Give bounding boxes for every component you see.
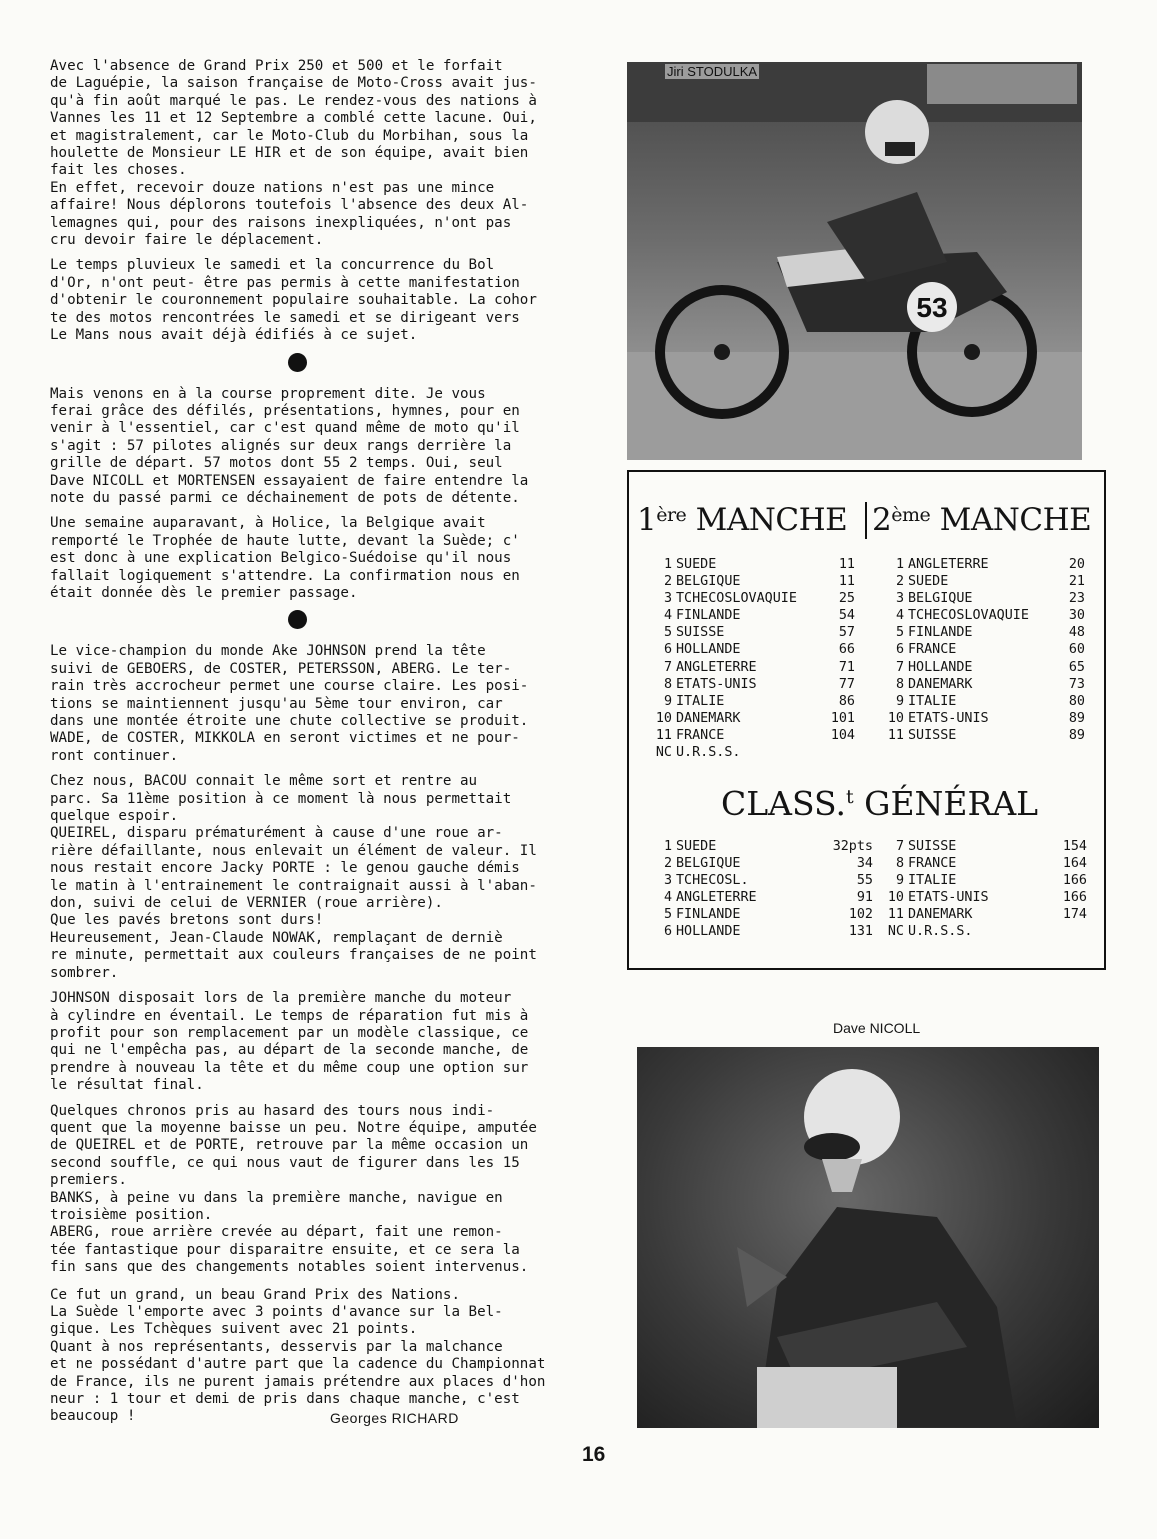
result-rank: 8 bbox=[895, 856, 904, 872]
result-country: HOLLANDE bbox=[908, 659, 973, 675]
result-country: TCHECOSLOVAQUIE bbox=[676, 591, 797, 607]
result-points: 89 bbox=[1068, 727, 1085, 743]
result-country: ETATS-UNIS bbox=[908, 710, 989, 726]
result-points: 131 bbox=[848, 924, 873, 940]
result-rank: 6 bbox=[895, 642, 904, 658]
manche2-results-list bbox=[877, 556, 1085, 744]
result-row bbox=[877, 693, 1085, 710]
result-country: HOLLANDE bbox=[676, 924, 741, 940]
result-country: DANEMARK bbox=[676, 710, 741, 726]
article-paragraph: Quelques chronos pris au hasard des tours nous indi- quent que la moyenne baisse un peu. Notre équipe, amputée de QUEIREL et de PORTE, retrouve par la même occasion un second souffle, ce qui nous vaut de figurer dans les 15 premiers. bbox=[50, 1102, 537, 1189]
result-row bbox=[877, 641, 1085, 658]
result-points: 32pts bbox=[832, 839, 873, 854]
result-rank: 4 bbox=[895, 608, 904, 624]
result-rank: 9 bbox=[895, 873, 904, 889]
result-country: DANEMARK bbox=[908, 676, 973, 692]
result-points: 91 bbox=[856, 890, 873, 906]
result-country: HOLLANDE bbox=[676, 642, 741, 658]
article-paragraph: Ce fut un grand, un beau Grand Prix des Nations. La Suède l'emporte avec 3 points d'avance sur la Bel- gique. Les Tchèques suivent avec 21 points. Quant à nos représentants, desservis par la malchance et ne possédant d'autre part que la cadence du Championnat de France, ils ne purent jamais prétendre aux places d'hon neur : 1 tour et demi de pris dans chaque manche, c'est beaucoup ! bbox=[50, 1286, 546, 1425]
result-row bbox=[877, 659, 1085, 676]
result-rank: 3 bbox=[663, 873, 672, 889]
article-paragraph: ABERG, roue arrière crevée au départ, fait une remon- tée fantastique pour disparaitre ensuite, et ce sera la fin sans que des changements notables soient intervenus. bbox=[50, 1224, 529, 1276]
article-paragraph: JOHNSON disposait lors de la première manche du moteur à cylindre en éventail. Le temps de réparation fut mis à profit pour son remplacement par un modèle classique, ce qui ne l'empêcha pas, au départ de la seconde manche, de prendre à nouveau la tête et du même coup une option sur le résultat final. bbox=[50, 990, 529, 1094]
result-rank: 5 bbox=[663, 907, 672, 923]
result-rank: NC bbox=[887, 924, 904, 940]
result-points: 102 bbox=[848, 907, 873, 923]
result-rank: 11 bbox=[887, 907, 904, 923]
result-country: BELGIQUE bbox=[676, 856, 741, 872]
result-points: 11 bbox=[838, 574, 855, 590]
result-points: 57 bbox=[838, 625, 855, 641]
result-country: TCHECOSL. bbox=[676, 873, 749, 889]
result-rank: 8 bbox=[895, 676, 904, 692]
article-paragraph: Que les pavés bretons sont durs! bbox=[50, 912, 324, 929]
result-row bbox=[877, 872, 1087, 889]
article-paragraph: Heureusement, Jean-Claude NOWAK, remplaçant de derniè re minute, permettait aux couleurs françaises de ne point sombrer. bbox=[50, 929, 537, 981]
result-country: ITALIE bbox=[676, 693, 725, 709]
result-rank: 10 bbox=[887, 890, 904, 906]
result-country: ETATS-UNIS bbox=[908, 890, 989, 906]
article-paragraph: QUEIREL, disparu prématurément à cause d'une roue ar- rière défaillante, nous enlevait un élément de valeur. Il nous restait encore Jacky PORTE : le genou gauche démis le matin à l'entrainement le contraignait aussi à l'aban- don, suivi de celui de VERNIER (roue arrière). bbox=[50, 825, 537, 912]
result-points: 164 bbox=[1062, 856, 1087, 872]
manche1-results-list bbox=[645, 556, 855, 761]
result-rank: 6 bbox=[663, 924, 672, 940]
article-paragraph: Le temps pluvieux le samedi et la concurrence du Bol d'Or, n'ont peut- être pas permis à cette manifestation d'obtenir le couronnement populaire souhaitable. La cohor te des motos rencontrées le samedi et se dirigeant vers Le Mans nous avait déjà édifiés à ce sujet. bbox=[50, 257, 537, 344]
result-rank: 2 bbox=[663, 574, 672, 590]
result-country: BELGIQUE bbox=[908, 591, 973, 607]
result-points: 77 bbox=[838, 676, 855, 692]
result-points: 48 bbox=[1068, 625, 1085, 641]
result-rank: 5 bbox=[895, 625, 904, 641]
result-country: U.R.S.S. bbox=[908, 924, 973, 940]
result-rank: 3 bbox=[895, 591, 904, 607]
result-rank: 9 bbox=[663, 693, 672, 709]
article-paragraph: BANKS, à peine vu dans la première manche, navigue en troisième position. bbox=[50, 1189, 503, 1223]
result-row bbox=[645, 744, 855, 761]
section-bullet bbox=[288, 353, 307, 372]
result-country: SUISSE bbox=[908, 727, 957, 743]
section-bullet bbox=[288, 610, 307, 629]
result-row bbox=[645, 923, 873, 940]
result-country: U.R.S.S. bbox=[676, 745, 741, 761]
result-row bbox=[645, 573, 855, 590]
result-rank: 3 bbox=[663, 591, 672, 607]
result-points: 71 bbox=[838, 659, 855, 675]
article-paragraph: En effet, recevoir douze nations n'est pas une mince affaire! Nous déplorons toutefois l'absence des deux Al- lemagnes qui, pour des raisons inexpliquées, n'ont pas cru devoir faire le déplacement. bbox=[50, 179, 529, 249]
result-country: ETATS-UNIS bbox=[676, 676, 757, 692]
result-points: 54 bbox=[838, 608, 855, 624]
result-country: FINLANDE bbox=[908, 625, 973, 641]
general-results-right bbox=[877, 838, 1087, 941]
result-row bbox=[645, 556, 855, 573]
result-country: SUEDE bbox=[676, 557, 717, 572]
race-number-plate: 53 bbox=[916, 292, 948, 323]
result-points: 80 bbox=[1068, 693, 1085, 709]
result-points: 20 bbox=[1068, 557, 1085, 572]
result-points: 166 bbox=[1062, 890, 1087, 906]
result-rank: 6 bbox=[663, 642, 672, 658]
result-country: ANGLETERRE bbox=[676, 890, 757, 906]
result-country: TCHECOSLOVAQUIE bbox=[908, 608, 1029, 624]
result-rank: 10 bbox=[655, 710, 672, 726]
result-row bbox=[645, 641, 855, 658]
result-rank: 4 bbox=[663, 890, 672, 906]
result-points: 104 bbox=[830, 727, 855, 743]
result-country: FRANCE bbox=[908, 642, 957, 658]
general-results-left bbox=[645, 838, 873, 941]
photo-caption-top: Jiri STODULKA bbox=[667, 64, 758, 79]
article-column bbox=[50, 58, 550, 1426]
result-rank: 4 bbox=[663, 608, 672, 624]
result-row bbox=[645, 659, 855, 676]
result-country: ANGLETERRE bbox=[676, 659, 757, 675]
result-row bbox=[645, 624, 855, 641]
result-points: 60 bbox=[1068, 642, 1085, 658]
result-row bbox=[877, 624, 1085, 641]
result-points: 66 bbox=[838, 642, 855, 658]
manche2-title: 2ème MANCHE bbox=[872, 502, 1092, 538]
results-box bbox=[627, 470, 1106, 970]
result-rank: 7 bbox=[895, 839, 904, 854]
result-row bbox=[877, 590, 1085, 607]
photo-caption-bottom: Dave NICOLL bbox=[833, 1020, 921, 1036]
result-row bbox=[877, 855, 1087, 872]
result-row bbox=[645, 676, 855, 693]
result-points: 154 bbox=[1062, 839, 1087, 854]
author-signature: Georges RICHARD bbox=[330, 1410, 459, 1426]
result-points: 86 bbox=[838, 693, 855, 709]
article-paragraph: Avec l'absence de Grand Prix 250 et 500 et le forfait de Laguépie, la saison française de Moto-Cross avait jus- qu'à fin août marqué le pas. Le rendez-vous des nations à Vannes les 11 et 12 Septembre a comblé cette lacune. Oui, et magistralement, car le Moto-Club du Morbihan, sous la houlette de Monsieur LE HIR et de son équipe, avait bien fait les choses. bbox=[50, 58, 537, 179]
result-rank: 9 bbox=[895, 693, 904, 709]
result-rank: 10 bbox=[887, 710, 904, 726]
result-row bbox=[645, 693, 855, 710]
result-rank: 5 bbox=[663, 625, 672, 641]
result-country: ITALIE bbox=[908, 873, 957, 889]
result-points: 101 bbox=[830, 710, 855, 726]
result-points: 89 bbox=[1068, 710, 1085, 726]
result-points: 23 bbox=[1068, 591, 1085, 607]
result-row bbox=[877, 710, 1085, 727]
result-country: SUEDE bbox=[676, 839, 717, 854]
photo-motocross-rider-53 bbox=[627, 62, 1082, 460]
result-points: 166 bbox=[1062, 873, 1087, 889]
result-row bbox=[645, 872, 873, 889]
result-rank: 11 bbox=[655, 727, 672, 743]
result-country: BELGIQUE bbox=[676, 574, 741, 590]
result-row bbox=[645, 590, 855, 607]
result-country: SUISSE bbox=[908, 839, 957, 854]
result-row bbox=[645, 607, 855, 624]
result-points: 65 bbox=[1068, 659, 1085, 675]
result-row bbox=[877, 727, 1085, 744]
result-country: ITALIE bbox=[908, 693, 957, 709]
result-country: FRANCE bbox=[676, 727, 725, 743]
result-row bbox=[645, 906, 873, 923]
result-country: FINLANDE bbox=[676, 907, 741, 923]
result-rank: 8 bbox=[663, 676, 672, 692]
result-row bbox=[645, 838, 873, 855]
result-points: 21 bbox=[1068, 574, 1085, 590]
result-row bbox=[877, 556, 1085, 573]
result-points: 25 bbox=[838, 591, 855, 607]
article-paragraph: Chez nous, BACOU connait le même sort et rentre au parc. Sa 11ème position à ce moment là nous permettait quelque espoir. bbox=[50, 773, 512, 825]
result-rank: 7 bbox=[895, 659, 904, 675]
general-classification-title: CLASS.$^t$ GÉNÉRAL bbox=[721, 784, 1039, 823]
manche1-title: 1ère MANCHE bbox=[637, 502, 848, 538]
article-paragraph: Le vice-champion du monde Ake JOHNSON prend la tête suivi de GEBOERS, de COSTER, PETERSSON, ABERG. Le ter- rain très accrocheur permet une course claire. Les posi- tions se maintiennent jusqu'au 5ème tour environ, car dans une montée étroite une chute collective se produit. WADE, de COSTER, MIKKOLA en seront victimes et ne pour- ront continuer. bbox=[50, 643, 529, 764]
result-points: 73 bbox=[1068, 676, 1085, 692]
article-paragraph: Mais venons en à la course proprement dite. Je vous ferai grâce des défilés, présentations, hymnes, pour en venir à l'essentiel, car c'est quand même de moto qu'il s'agit : 57 pilotes alignés sur deux rangs derrière la grille de départ. 57 motos dont 55 2 temps. Oui, seul Dave NICOLL et MORTENSEN essayaient de faire entendre la note du passé parmi ce déchainement de pots de détente. bbox=[50, 385, 529, 506]
result-country: SUEDE bbox=[908, 574, 949, 590]
result-row bbox=[645, 855, 873, 872]
result-rank: 1 bbox=[663, 557, 672, 572]
photo-rider-helmet-portrait bbox=[637, 1047, 1099, 1428]
result-rank: 7 bbox=[663, 659, 672, 675]
result-country: ANGLETERRE bbox=[908, 557, 989, 572]
result-rank: 1 bbox=[663, 839, 672, 854]
result-rank: 2 bbox=[663, 856, 672, 872]
article-paragraph: Une semaine auparavant, à Holice, la Belgique avait remporté le Trophée de haute lutte, devant la Suède; c' est donc à une explication Belgico-Suédoise qu'il nous fallait logiquement s'attendre. La confirmation nous en était donnée dès le premier passage. bbox=[50, 515, 520, 601]
result-points: 174 bbox=[1062, 907, 1087, 923]
result-row bbox=[645, 889, 873, 906]
result-row bbox=[877, 889, 1087, 906]
result-row bbox=[645, 727, 855, 744]
result-points: 30 bbox=[1068, 608, 1085, 624]
result-country: DANEMARK bbox=[908, 907, 973, 923]
result-country: FINLANDE bbox=[676, 608, 741, 624]
result-row bbox=[877, 906, 1087, 923]
result-country: FRANCE bbox=[908, 856, 957, 872]
result-row bbox=[877, 676, 1085, 693]
result-rank: 11 bbox=[887, 727, 904, 743]
result-rank: NC bbox=[655, 745, 672, 761]
result-row bbox=[877, 838, 1087, 855]
result-points: 55 bbox=[856, 873, 873, 889]
result-points: 11 bbox=[838, 557, 855, 572]
result-row bbox=[877, 923, 1087, 940]
result-rank: 2 bbox=[895, 574, 904, 590]
result-country: SUISSE bbox=[676, 625, 725, 641]
page-number: 16 bbox=[582, 1443, 606, 1466]
result-row bbox=[645, 710, 855, 727]
column-divider bbox=[865, 502, 867, 539]
result-row bbox=[877, 573, 1085, 590]
result-points: 34 bbox=[856, 856, 873, 872]
result-rank: 1 bbox=[895, 557, 904, 572]
result-row bbox=[877, 607, 1085, 624]
